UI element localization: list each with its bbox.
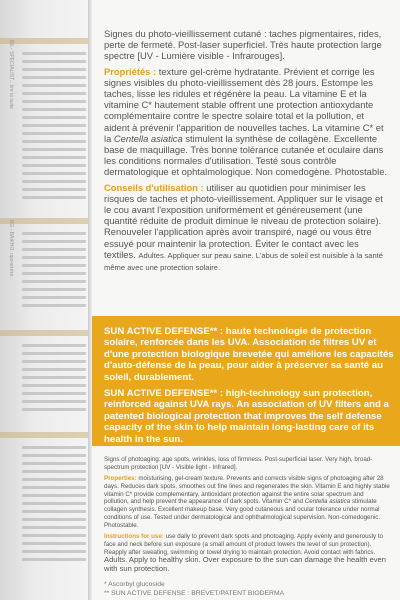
strip-line <box>22 392 86 395</box>
strip-line <box>22 288 86 291</box>
strip-line <box>22 60 86 63</box>
strip-line <box>22 68 86 71</box>
strip-line <box>22 188 86 191</box>
en-properties-label: Properties: <box>104 475 137 483</box>
strip-line <box>22 304 86 307</box>
strip-line <box>22 518 86 521</box>
strip-band <box>0 432 88 438</box>
footnote-1: * Ascorbyl glucoside <box>104 580 165 588</box>
strip-line <box>22 352 86 355</box>
strip-line <box>22 296 86 299</box>
strip-line <box>22 132 86 135</box>
folded-side-strip <box>0 0 88 600</box>
strip-band <box>0 330 88 336</box>
strip-line <box>22 180 86 183</box>
strip-line <box>22 542 86 545</box>
strip-line <box>22 140 86 143</box>
strip-line <box>22 108 86 111</box>
strip-line <box>22 376 86 379</box>
strip-line <box>22 172 86 175</box>
strip-line <box>22 510 86 513</box>
en-intro: Signs of photoaging: age spots, wrinkles, loss of firmness. Post-superficial laser. Very high, broad-spectrum protection [UV - Visible light - Infrared]. <box>104 456 373 471</box>
en-usage-small: Adults. Apply to healthy skin. Over exposure to the sun can damage the health even with sun protection. <box>104 555 386 573</box>
strip-line <box>22 76 86 79</box>
strip-line <box>22 534 86 537</box>
fr-usage <box>104 182 390 274</box>
strip-line <box>22 550 86 553</box>
strip-line <box>22 248 86 251</box>
fr-usage-label: Conseils d'utilisation : <box>104 181 204 193</box>
strip-line <box>22 272 86 275</box>
strip-vertical-text: BE - SPECIALIST... lire la suite <box>8 40 14 109</box>
fr-usage-small: Adultes. Appliquer sur peau saine. L'abus de soleil est nuisible à la santé même avec une protection solaire. <box>104 250 384 273</box>
strip-line <box>22 486 86 489</box>
en-properties <box>104 475 390 529</box>
strip-vertical-text: BG - ВАЖНО: прочетете... <box>8 220 14 281</box>
strip-line <box>22 446 86 449</box>
strip-line <box>22 408 86 411</box>
footnote-2: ** SUN ACTIVE DEFENSE : BREVET/PATENT BIODERMA <box>104 589 285 597</box>
strip-line <box>22 478 86 481</box>
strip-line <box>22 502 86 505</box>
strip-line <box>22 344 86 347</box>
en-properties-italic: Centella asiatica <box>304 498 351 506</box>
sun-active-defense-band <box>92 316 400 446</box>
strip-line <box>22 116 86 119</box>
strip-line <box>22 280 86 283</box>
strip-line <box>22 526 86 529</box>
strip-line <box>22 156 86 159</box>
strip-line <box>22 454 86 457</box>
strip-line <box>22 558 86 561</box>
strip-line <box>22 84 86 87</box>
en-properties-text: moisturising, gel-cream texture. Prevents and corrects visible signs of photoaging after 28 days. Reduces dark spots, smoothes out fine lines and regenerates the skin. Vitamin E and highly stable vitamin C* provide complementary, antioxidant protection against the entire solar spectrum and pollution, and help prevent the appearance of dark spots. Vitamin C* and <box>104 475 390 506</box>
fr-intro: Signes du photo-vieillissement cutané : taches pigmentaires, rides, perte de fermeté. Post-laser superficiel. Très haute protection large spectre [UV - Lumière visible - Infrarouges]. <box>104 28 382 62</box>
fr-properties-label: Propriétés : <box>104 65 157 77</box>
french-section <box>104 28 390 273</box>
strip-line <box>22 164 86 167</box>
band-text-en: SUN ACTIVE DEFENSE** : high-technology sun protection, reinforced against UVA rays. An association of UV filters and a patented biological protection that improves the self defense capacity of the skin to help maintain long-lasting care of its health in the sun. <box>104 388 389 445</box>
fr-usage-text: utiliser au quotidien pour minimiser les risques de taches et photo-vieillissement. Appliquer sur le visage et le cou avant l'exposition uniformément et généreusement (une quantité réduite de produit diminue le niveau de protection solaire). Renouveler l'application après avoir transpiré, nagé ou vous être essuyé pour maintenir la protection. Éviter le contact avec les textiles. <box>104 181 383 260</box>
strip-line <box>22 264 86 267</box>
strip-line <box>22 124 86 127</box>
strip-line <box>22 368 86 371</box>
strip-line <box>22 196 86 199</box>
english-section <box>104 456 390 598</box>
strip-line <box>22 148 86 151</box>
fr-properties-text2: stimulent la synthèse de collagène. Excellente base de maquillage. Très bonne tolérance cutanée et oculaire dans les conditions normales d'utilisation. Testé sous contrôle dermatologique et ophtalmologique. Non comedogène. Photostable. <box>104 132 388 178</box>
fr-properties-text: texture gel-crème hydratante. Prévient et corrige les signes visibles du photo-vieillissement dès 28 jours. Estompe les taches, lisse les ridules et régénère la peau. La vitamine E et la vitamine C* hautement stable offrent une protection antioxydante complémentaire contre le spectre solaire total et la pollution, et aident à prévenir l'apparition de nouvelles taches. La vitamine C* et la <box>104 65 384 144</box>
en-usage <box>104 533 390 573</box>
strip-line <box>22 52 86 55</box>
strip-line <box>22 92 86 95</box>
fr-properties <box>104 66 390 178</box>
strip-line <box>22 232 86 235</box>
strip-line <box>22 470 86 473</box>
strip-line <box>22 100 86 103</box>
strip-line <box>22 400 86 403</box>
band-text-fr: SUN ACTIVE DEFENSE** : haute technologie de protection solaire, renforcée dans les UVA. Association de filtres UV et d'une protection biologique brevetée qui améliore les capacités d'auto-défense de la peau, pour aider à préserver sa santé au soleil, durablement. <box>104 326 394 383</box>
strip-line <box>22 360 86 363</box>
en-usage-label: Instructions for use: <box>104 533 164 541</box>
en-usage-text: use daily to prevent dark spots and photoaging. Apply evenly and generously to face and neck before sun exposure (a small amount of product lowers the level of sun protection). Reapply after sweating, swimming or towel drying to maintain protection. Avoid contact with fabrics. <box>104 533 383 556</box>
fr-properties-italic: Centella asiatica <box>113 132 183 144</box>
en-properties-text2: stimulate collagen synthesis. Excellent makeup base. Very good cutaneous and ocular tolerance under normal conditions of use. Tested under dermatological and ophthalmological supervision. Non-comedogenic. Photostable. <box>104 498 381 529</box>
strip-line <box>22 462 86 465</box>
strip-line <box>22 256 86 259</box>
strip-line <box>22 384 86 387</box>
strip-line <box>22 494 86 497</box>
strip-line <box>22 240 86 243</box>
